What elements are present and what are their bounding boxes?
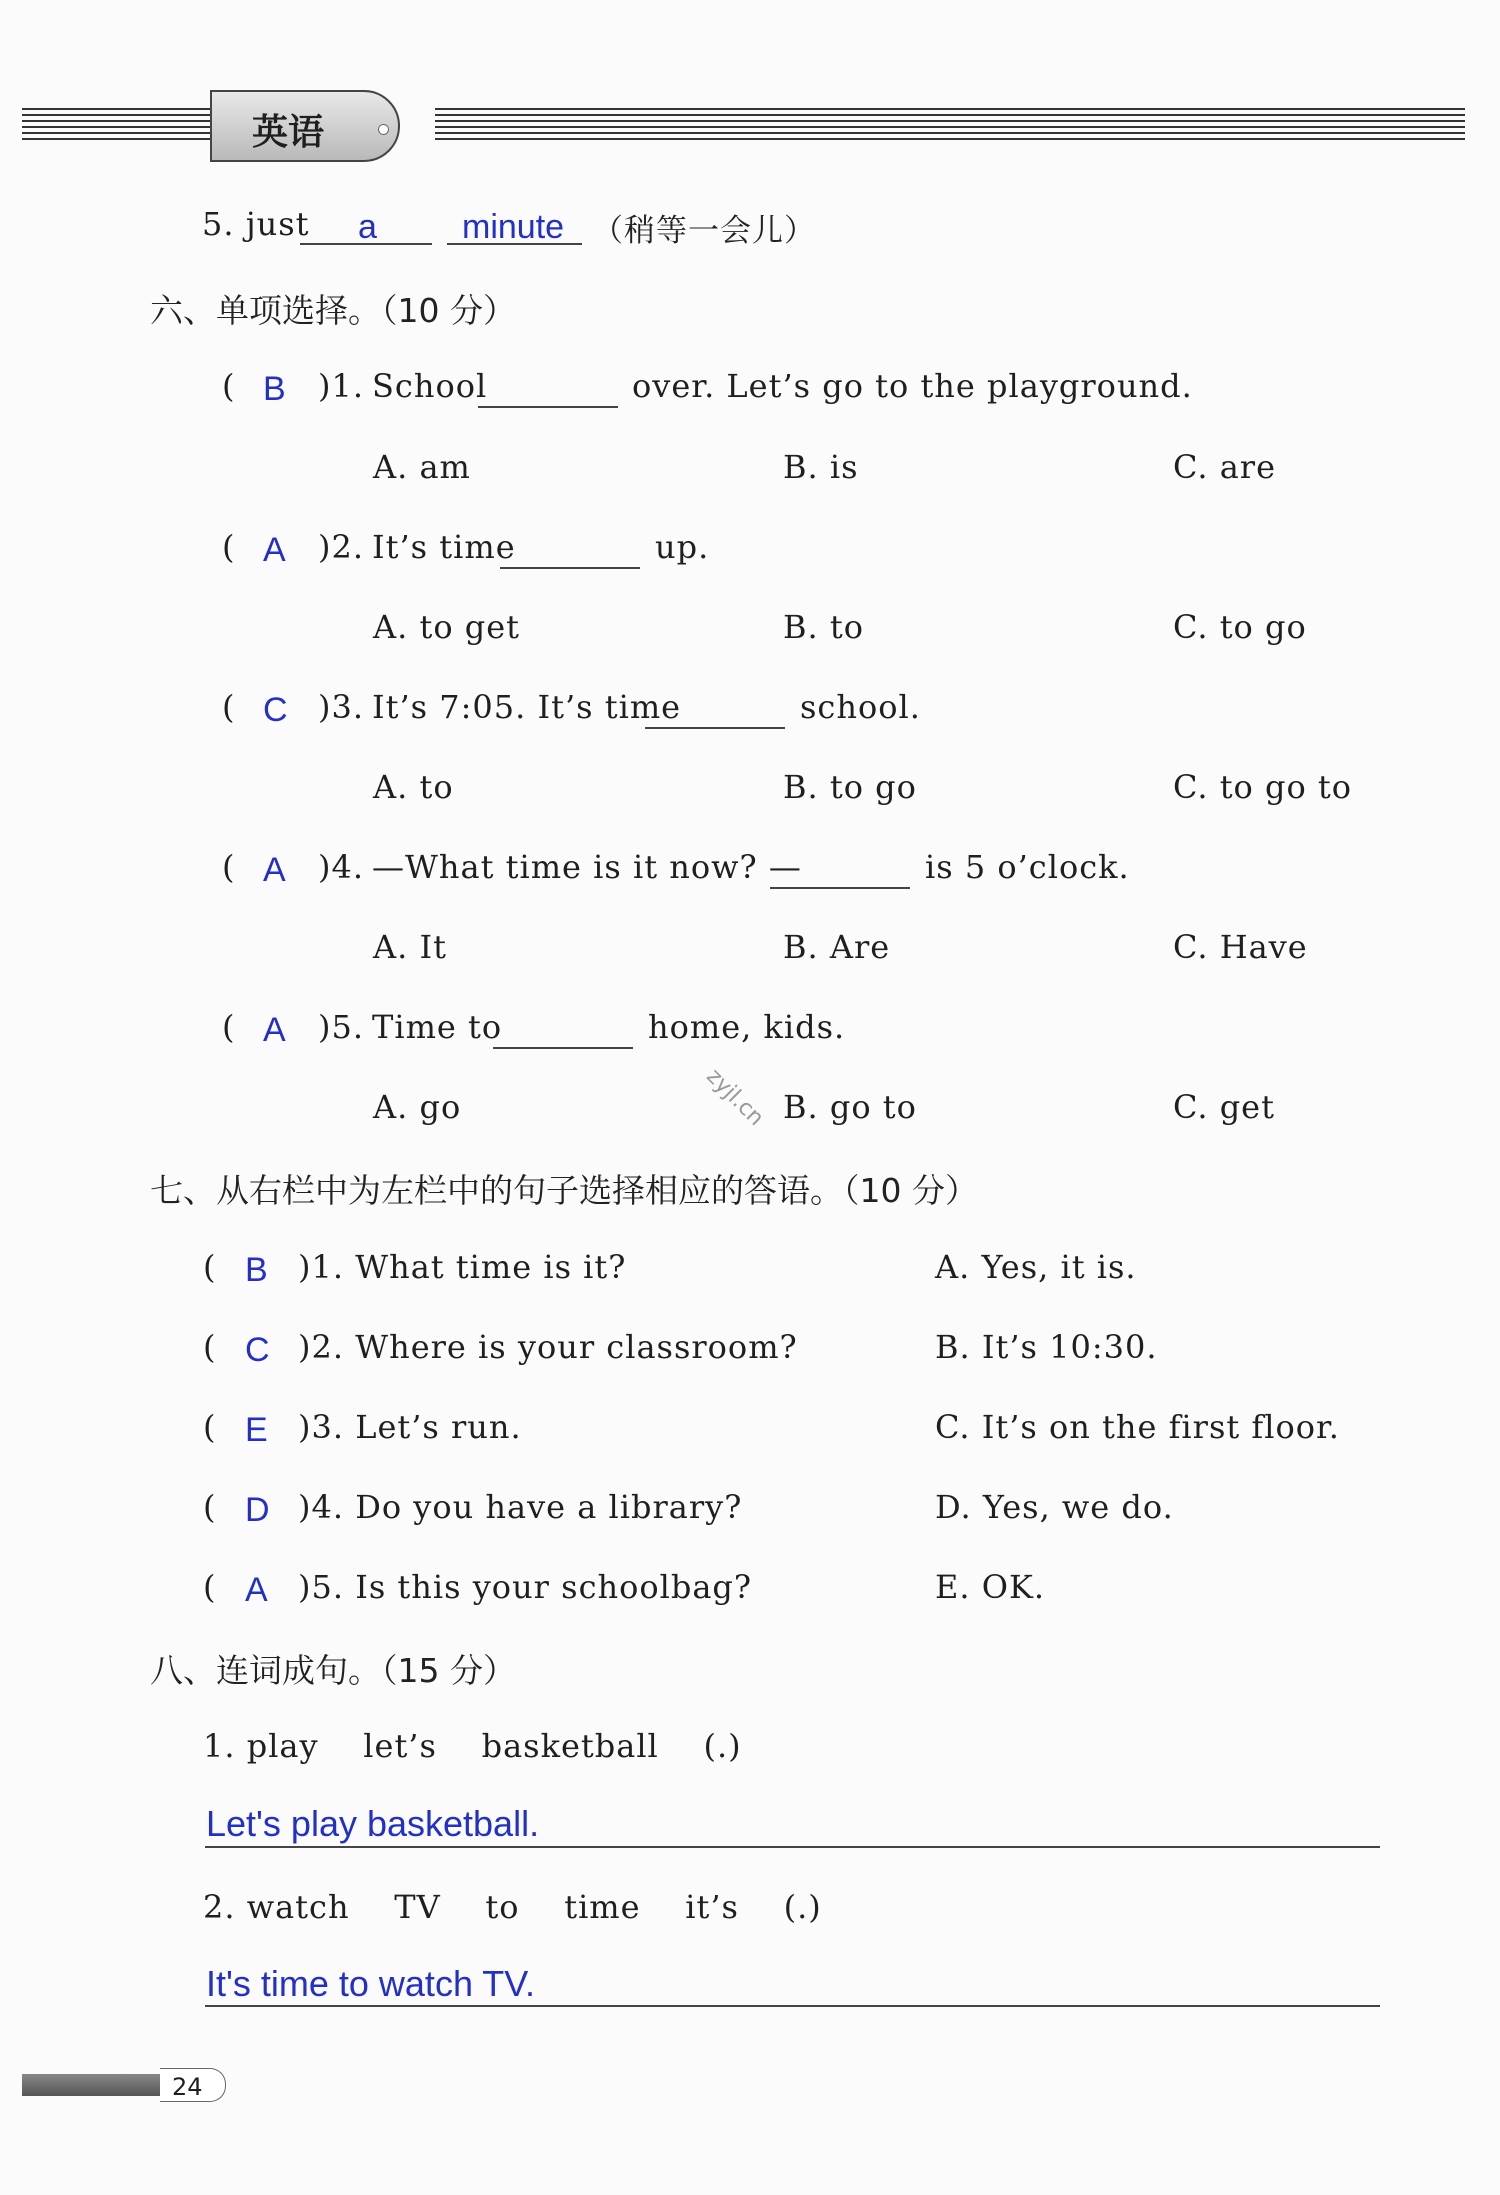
option-c: C. to go to	[1173, 768, 1353, 806]
paren-open: (	[222, 528, 236, 566]
paren-open: (	[222, 1008, 236, 1046]
blank	[493, 1047, 633, 1049]
left-sentence: )3. Let’s run.	[298, 1408, 522, 1446]
question-number: )1.	[318, 367, 365, 405]
answer: A	[263, 1011, 286, 1049]
question-tail: home, kids.	[648, 1008, 846, 1046]
header-rule-left	[22, 108, 212, 144]
blank	[500, 567, 640, 569]
page-number: 24	[172, 2073, 203, 2101]
answer: C	[263, 691, 288, 729]
section8-answer-line-2	[205, 2005, 1380, 2007]
left-sentence: )1. What time is it?	[298, 1248, 627, 1286]
option-b: B. to go	[783, 768, 917, 806]
right-sentence: D. Yes, we do.	[935, 1488, 1174, 1526]
section8-title: 八、连词成句。（15 分）	[150, 1651, 516, 1690]
blank	[645, 727, 785, 729]
section7-title: 七、从右栏中为左栏中的句子选择相应的答语。（10 分）	[150, 1171, 978, 1210]
option-a: A. am	[373, 448, 471, 486]
answer: A	[263, 531, 286, 569]
question-number: )2.	[318, 528, 365, 566]
footer-bar	[22, 2074, 162, 2096]
question-stem: —What time is it now? —	[372, 848, 802, 886]
option-c: C. to go	[1173, 608, 1307, 646]
option-b: B. Are	[783, 928, 891, 966]
option-a: A. to get	[373, 608, 521, 646]
right-sentence: A. Yes, it is.	[935, 1248, 1137, 1286]
option-c: C. are	[1173, 448, 1276, 486]
option-b: B. is	[783, 448, 859, 486]
page-number-tab	[160, 2068, 226, 2102]
answer: E	[245, 1411, 268, 1449]
option-b: B. to	[783, 608, 864, 646]
blank	[478, 406, 618, 408]
question-stem: It’s 7:05. It’s time	[372, 688, 682, 726]
question-stem: Time to	[372, 1008, 503, 1046]
question-tail: school.	[800, 688, 921, 726]
question-number: )5.	[318, 1008, 365, 1046]
question-tail: up.	[655, 528, 710, 566]
paren-open: (	[222, 688, 236, 726]
section6-title: 六、单项选择。（10 分）	[150, 291, 516, 330]
item5-prefix: 5. just	[202, 205, 310, 243]
answer: B	[263, 370, 286, 408]
left-sentence: )4. Do you have a library?	[298, 1488, 743, 1526]
option-c: C. Have	[1173, 928, 1308, 966]
option-a: A. go	[373, 1088, 462, 1126]
item5-answer-1: a	[358, 208, 377, 246]
answer: A	[263, 851, 286, 889]
section8-answer-1: Let's play basketball.	[206, 1803, 540, 1844]
question-tail: is 5 o’clock.	[925, 848, 1130, 886]
tab-hole-icon	[378, 124, 389, 135]
right-sentence: C. It’s on the first floor.	[935, 1408, 1340, 1446]
answer: A	[245, 1571, 268, 1609]
paren-open: (	[203, 1328, 217, 1366]
paren-open: (	[222, 848, 236, 886]
subject-label: 英语	[252, 112, 325, 153]
section8-words-2: 2. watch TV to time it’s (.)	[203, 1888, 822, 1926]
header-rule-right	[435, 108, 1465, 144]
section8-words-1: 1. play let’s basketball (.)	[203, 1727, 742, 1765]
paren-open: (	[203, 1248, 217, 1286]
option-a: A. It	[373, 928, 447, 966]
paren-open: (	[203, 1488, 217, 1526]
blank	[770, 887, 910, 889]
question-stem: School	[372, 367, 488, 405]
section8-answer-line-1	[205, 1846, 1380, 1848]
option-a: A. to	[373, 768, 454, 806]
watermark: zyjl.cn	[701, 1063, 769, 1132]
option-b: B. go to	[783, 1088, 917, 1126]
answer: D	[245, 1491, 270, 1529]
paren-open: (	[203, 1408, 217, 1446]
left-sentence: )5. Is this your schoolbag?	[298, 1568, 753, 1606]
item5-answer-2: minute	[462, 208, 565, 246]
question-number: )4.	[318, 848, 365, 886]
question-number: )3.	[318, 688, 365, 726]
right-sentence: E. OK.	[935, 1568, 1046, 1606]
answer: C	[245, 1331, 270, 1369]
left-sentence: )2. Where is your classroom?	[298, 1328, 798, 1366]
right-sentence: B. It’s 10:30.	[935, 1328, 1158, 1366]
paren-open: (	[203, 1568, 217, 1606]
section8-answer-2: It's time to watch TV.	[206, 1963, 536, 2004]
option-c: C. get	[1173, 1088, 1275, 1126]
question-stem: It’s time	[372, 528, 516, 566]
question-tail: over. Let’s go to the playground.	[632, 367, 1193, 405]
paren-open: (	[222, 367, 236, 405]
item5-hint: （稍等一会儿）	[592, 213, 816, 249]
answer: B	[245, 1251, 268, 1289]
